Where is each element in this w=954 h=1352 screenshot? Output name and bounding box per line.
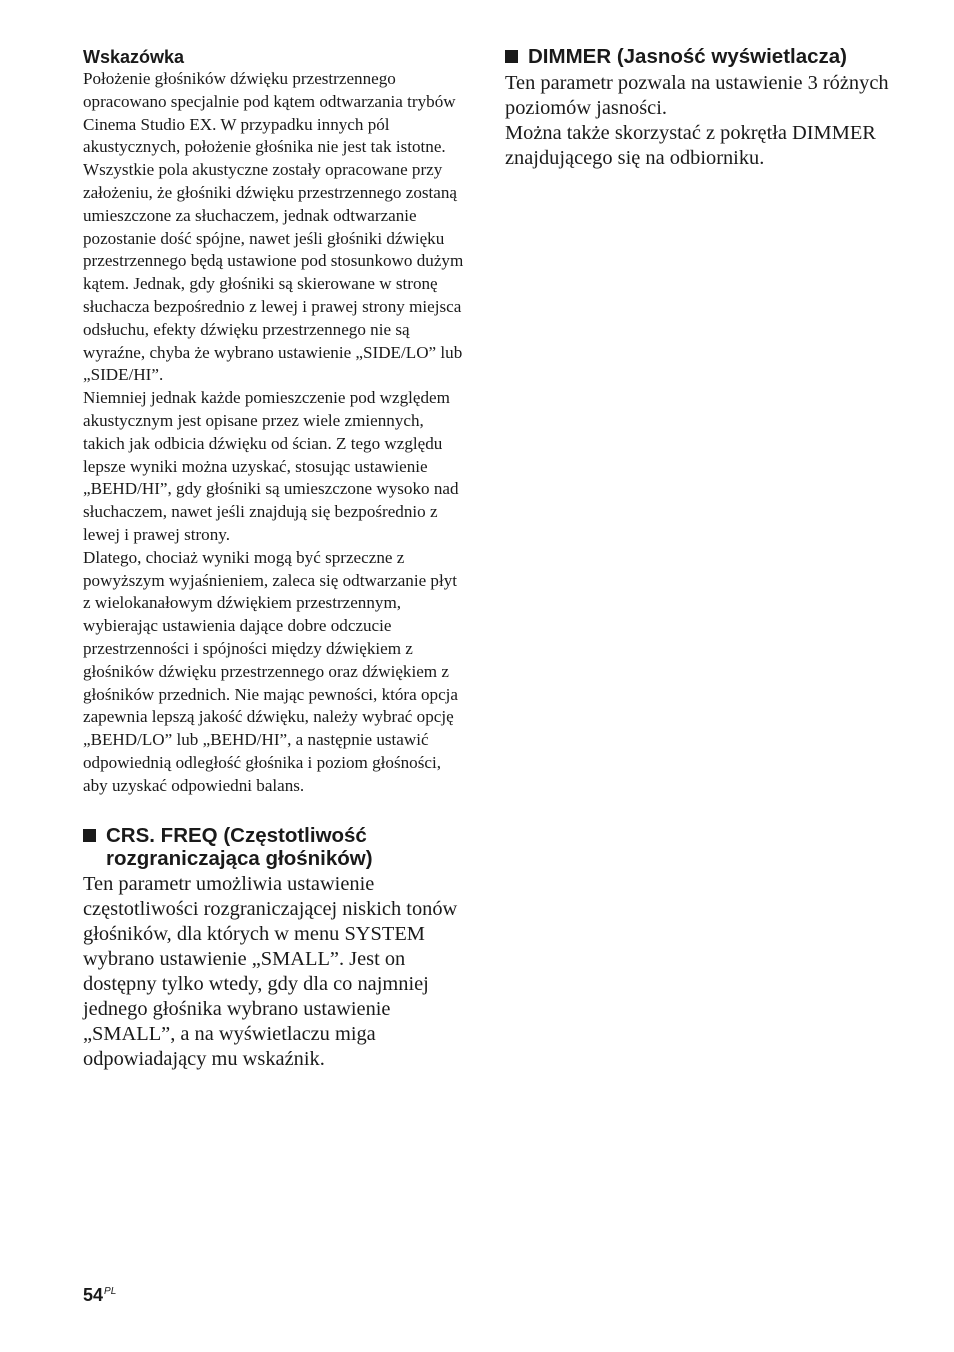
- crs-freq-heading: [83, 824, 468, 871]
- hint-section: [83, 46, 468, 798]
- page-number: [83, 1281, 116, 1306]
- left-column: [83, 46, 468, 1072]
- hint-title: Wskazówka: [83, 47, 185, 67]
- page-language-suffix: PL: [104, 1286, 117, 1297]
- hint-paragraph: Dlatego, chociaż wyniki mogą być sprzeczne z powyższym wyjaśnieniem, zaleca się odtwarzanie płyt z wielokanałowym dźwiękiem przestrzennym, wybierając ustawienia dające dobre odczucie przestrzenności i spójności między dźwiękiem z głośników dźwięku przestrzennego oraz dźwiękiem z głośników przednich. Nie mając pewności, która opcja zapewnia lepszą jakość dźwięku, należy wybrać opcję „BEHD/LO” lub „BEHD/HI”, a następnie ustawić odpowiednią odległość głośnika i poziom głośności, aby uzyskać odpowiedni balans.: [83, 547, 458, 795]
- page-number-value: 54: [83, 1285, 104, 1305]
- right-column: [505, 45, 925, 171]
- hint-paragraph: Położenie głośników dźwięku przestrzennego opracowano specjalnie pod kątem odtwarzania trybów Cinema Studio EX. W przypadku innych pól akustycznych, położenie głośnika nie jest tak istotne.: [83, 69, 456, 157]
- crs-freq-section: [83, 824, 468, 1072]
- hint-paragraph: Wszystkie pola akustyczne zostały opracowane przy założeniu, że głośniki dźwięku przestrzennego zostaną umieszczone za słuchaczem, jednak odtwarzanie pozostanie dość spójne, nawet jeśli głośniki dźwięku przestrzennego będą ustawione pod stosunkowo dużym kątem. Jednak, gdy głośniki są skierowane w stronę słuchacza bezpośrednio z lewej i prawej strony miejsca odsłuchu, efekty dźwięku przestrzennego nie są wyraźne, chyba że wybrano ustawienie „SIDE/LO” lub „SIDE/HI”.: [83, 160, 464, 385]
- dimmer-paragraph: Ten parametr pozwala na ustawienie 3 różnych poziomów jasności.: [505, 71, 889, 119]
- dimmer-paragraph: Można także skorzystać z pokrętła DIMMER znajdującego się na odbiorniku.: [505, 121, 876, 169]
- crs-freq-heading-text: CRS. FREQ (Częstotliwość rozgraniczająca głośników): [106, 823, 373, 870]
- hint-paragraph: Niemniej jednak każde pomieszczenie pod względem akustycznym jest opisane przez wiele zmiennych, takich jak odbicia dźwięku od ścian. Z tego względu lepsze wyniki można uzyskać, stosując ustawienie „BEHD/HI”, gdy głośniki są umieszczone wysoko nad słuchaczem, nawet jeśli znajdują się bezpośrednio z lewej i prawej strony.: [83, 388, 459, 544]
- crs-freq-body: Ten parametr umożliwia ustawienie częstotliwości rozgraniczającej niskich tonów głośników, dla których w menu SYSTEM wybrano ustawienie „SMALL”. Jest on dostępny tylko wtedy, gdy dla co najmniej jednego głośnika wybrano ustawienie „SMALL”, a na wyświetlaczu miga odpowiadający mu wskaźnik.: [83, 872, 458, 1070]
- dimmer-heading-text: DIMMER (Jasność wyświetlacza): [528, 45, 847, 68]
- dimmer-heading: [505, 45, 925, 69]
- square-bullet-icon: [83, 829, 96, 842]
- dimmer-section: [505, 45, 925, 171]
- square-bullet-icon: [505, 50, 518, 63]
